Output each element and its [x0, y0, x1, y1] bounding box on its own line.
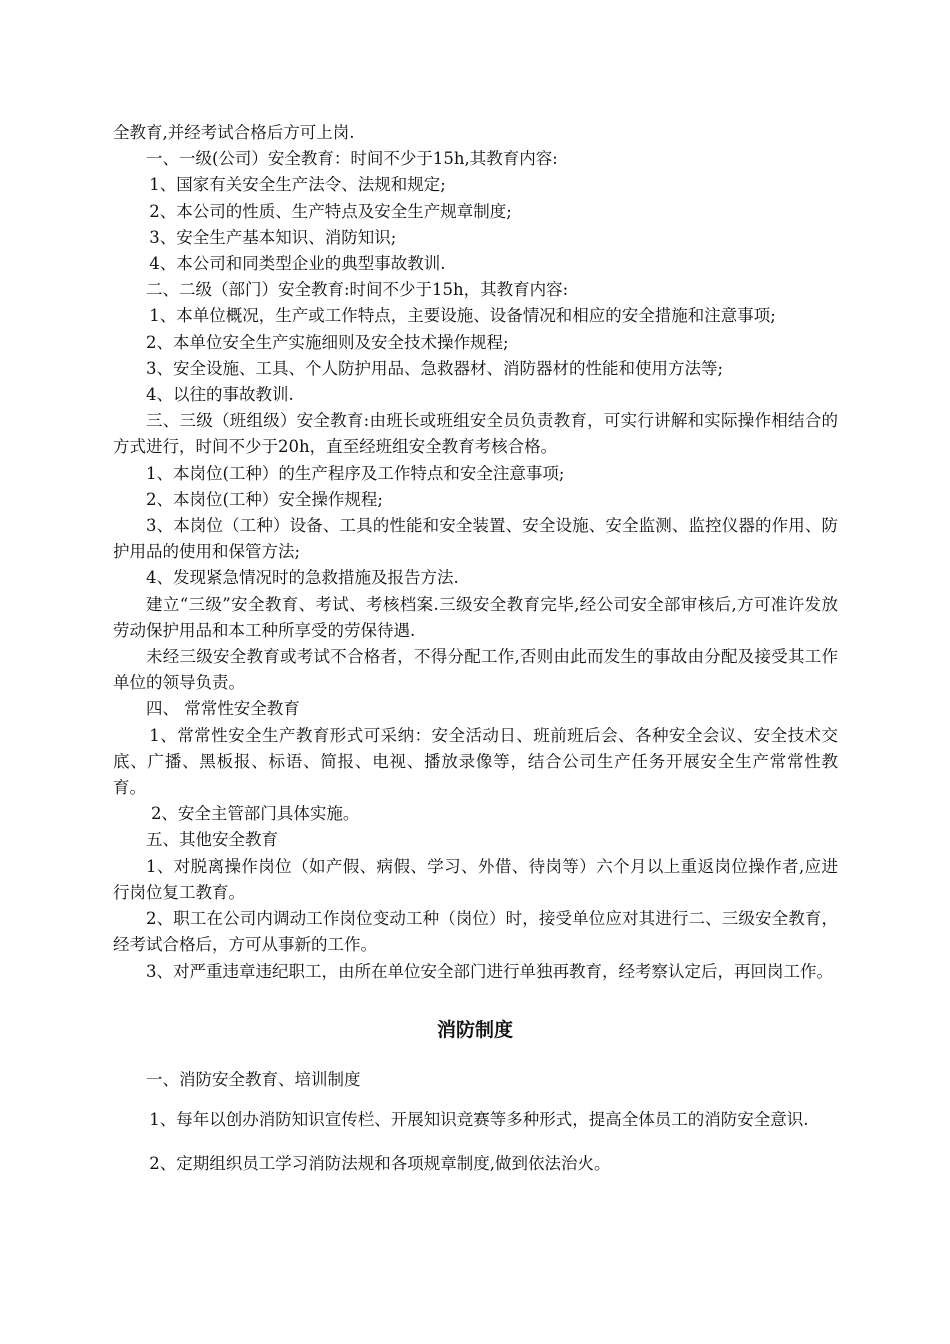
- list-item: 3、本岗位（工种）设备、工具的性能和安全装置、安全设施、安全监测、监控仪器的作用、防护用品的使用和保管方法;: [113, 516, 838, 562]
- paragraph-unqualified: 未经三级安全教育或考试不合格者，不得分配工作,否则由此而发生的事故由分配及接受其工作单位的领导负责。: [113, 647, 838, 693]
- heading-level-2-department: 二、二级（部门）安全教育:时间不少于15h，其教育内容:: [146, 280, 569, 300]
- list-item: 1、对脱离操作岗位（如产假、病假、学习、外借、待岗等）六个月以上重返岗位操作者,应进行岗位复工教育。: [113, 856, 838, 902]
- list-item: 3、对严重违章违纪职工，由所在单位安全部门进行单独再教育，经考察认定后，再回岗工作。: [146, 961, 833, 981]
- list-item: 2、本单位安全生产实施细则及安全技术操作规程;: [146, 332, 509, 352]
- list-item: 4、本公司和同类型企业的典型事故教训.: [149, 254, 446, 274]
- list-item: 2、定期组织员工学习消防法规和各项规章制度,做到依法治火。: [149, 1154, 611, 1173]
- list-item: 3、安全设施、工具、个人防护用品、急救器材、消防器材的性能和使用方法等;: [146, 358, 724, 378]
- list-item: 2、本岗位(工种）安全操作规程;: [146, 489, 383, 509]
- heading-regular-education: 四、 常常性安全教育: [146, 699, 300, 719]
- heading-fire-training: 一、消防安全教育、培训制度: [146, 1070, 361, 1089]
- list-item: 1、常常性安全生产教育形式可采纳：安全活动日、班前班后会、各种安全会议、安全技术交底、广播、黑板报、标语、简报、电视、播放录像等，结合公司生产任务开展安全生产常常性教育。: [113, 725, 838, 798]
- safety-education-section: [113, 120, 838, 985]
- heading-level-1-company: 一、一级(公司）安全教育：时间不少于15h,其教育内容:: [146, 149, 558, 169]
- paragraph-archive: 建立“三级”安全教育、考试、考核档案.三级安全教育完毕,经公司安全部审核后,方可准许发放劳动保护用品和本工种所享受的劳保待遇.: [113, 594, 838, 640]
- list-item: 1、国家有关安全生产法令、法规和规定;: [149, 175, 446, 195]
- list-item: 2、职工在公司内调动工作岗位变动工种（岗位）时，接受单位应对其进行二、三级安全教育，经考试合格后，方可从事新的工作。: [113, 909, 838, 955]
- heading-other-education: 五、其他安全教育: [146, 830, 278, 850]
- fire-safety-section: [113, 1062, 838, 1190]
- paragraph-continuation: 全教育,并经考试合格后方可上岗.: [113, 123, 355, 142]
- list-item: 1、本岗位(工种）的生产程序及工作特点和安全注意事项;: [146, 463, 565, 483]
- section-title: 消防制度: [436, 1019, 513, 1041]
- list-item: 4、以往的事故教训.: [146, 385, 294, 405]
- list-item: 1、每年以创办消防知识宣传栏、开展知识竞赛等多种形式，提高全体员工的消防安全意识.: [149, 1110, 809, 1129]
- heading-level-3-team: 三、三级（班组级）安全教育:由班长或班组安全员负责教育，可实行讲解和实际操作相结合的方式进行，时间不少于20h，直至经班组安全教育考核合格。: [113, 411, 838, 457]
- list-item: 4、发现紧急情况时的急救措施及报告方法.: [146, 568, 459, 588]
- list-item: 2、安全主管部门具体实施。: [150, 804, 360, 824]
- list-item: 3、安全生产基本知识、消防知识;: [149, 227, 397, 247]
- list-item: 1、本单位概况，生产或工作特点，主要设施、设备情况和相应的安全措施和注意事项;: [149, 306, 776, 326]
- list-item: 2、本公司的性质、生产特点及安全生产规章制度;: [149, 201, 512, 221]
